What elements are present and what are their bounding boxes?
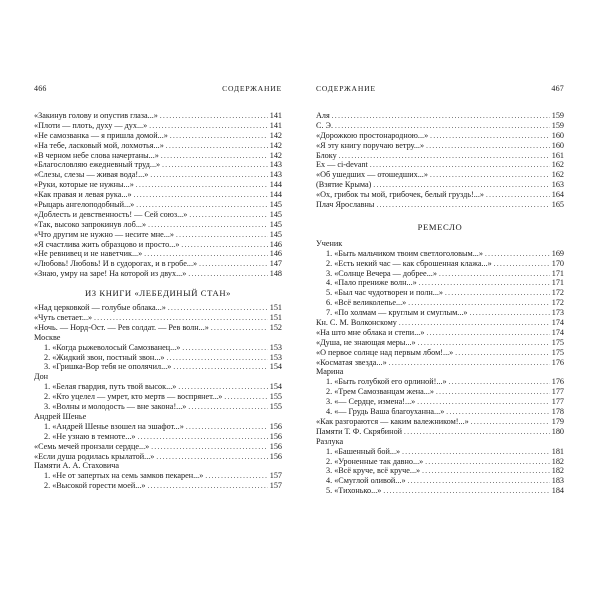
toc-entry	[34, 481, 282, 491]
dot-leader	[426, 329, 549, 338]
toc-entry-page: 154	[269, 382, 282, 392]
dot-leader	[335, 122, 550, 131]
toc-entry	[316, 476, 564, 486]
toc-entry-page: 151	[269, 313, 282, 323]
dot-leader	[134, 191, 268, 200]
toc-entry	[316, 387, 564, 397]
dot-leader	[161, 152, 268, 161]
toc-entry-title: «Знаю, умру на заре! На которой из двух...»	[34, 269, 187, 279]
toc-entry-title: «Семь мечей пронзали сердце...»	[34, 441, 150, 451]
toc-entry-title: 5. «Был час чудотворен и полн...»	[326, 288, 444, 298]
dot-leader	[156, 453, 267, 462]
toc-entry-title: Андрей Шенье	[34, 411, 87, 421]
toc-entry-page: 154	[269, 362, 282, 372]
toc-entry-title: Ex — ci-devant	[316, 160, 368, 170]
toc-entry	[34, 220, 282, 230]
toc-entry	[316, 308, 564, 318]
toc-entry-title: «О первое солнце над первым лбом!...»	[316, 347, 454, 357]
toc-entry-title: 7. «По холмам — круглым и смуглым...»	[326, 308, 468, 318]
toc-group-heading	[316, 239, 564, 249]
toc-group-heading	[316, 367, 564, 377]
toc-group-heading	[34, 372, 282, 382]
toc-entry	[34, 170, 282, 180]
toc-entry	[316, 447, 564, 457]
dot-leader	[136, 201, 267, 210]
toc-entry-title: «Ох, грибок ты мой, грибочек, белый груздь!...»	[316, 190, 484, 200]
dot-leader	[188, 403, 267, 412]
toc-entry-page: 145	[269, 219, 282, 229]
toc-entry	[316, 190, 564, 200]
toc-entry-title: 1. «Андрей Шенье взошел на эшафот...»	[44, 421, 184, 431]
dot-leader	[188, 270, 267, 279]
toc-list-top	[316, 111, 564, 210]
dot-leader	[151, 443, 268, 452]
toc-entry-title: «Я счастлива жить образцово и просто...»	[34, 239, 180, 249]
dot-leader	[419, 279, 550, 288]
toc-entry-page: 177	[551, 387, 564, 397]
dot-leader	[182, 344, 267, 353]
toc-entry	[34, 240, 282, 250]
section-heading: ИЗ КНИГИ «ЛЕБЕДИНЫЙ СТАН»	[84, 288, 232, 299]
toc-entry-title: Дон	[34, 372, 49, 382]
toc-entry-page: 173	[551, 308, 564, 318]
toc-entry-page: 172	[551, 288, 564, 298]
dot-leader	[439, 270, 550, 279]
dot-leader	[436, 388, 550, 397]
toc-entry-page: 159	[551, 120, 564, 130]
toc-entry-title: «Ночь. — Норд-Ост. — Рев солдат. — Рев волн...»	[34, 322, 209, 332]
toc-entry	[34, 151, 282, 161]
dot-leader	[430, 132, 550, 141]
toc-entry-title: С. Э.	[316, 120, 334, 130]
toc-entry-title: 3. «— Сердце, измена!...»	[326, 397, 416, 407]
toc-entry-title: 3. «Гришка-Вор тебя не ополячил...»	[44, 362, 172, 372]
dot-leader	[186, 423, 268, 432]
toc-entry	[316, 328, 564, 338]
dot-leader	[376, 201, 549, 210]
toc-entry-page: 156	[269, 451, 282, 461]
toc-entry-page: 164	[551, 190, 564, 200]
toc-entry-page: 182	[551, 466, 564, 476]
toc-entry	[316, 269, 564, 279]
toc-entry-page: 156	[269, 441, 282, 451]
toc-entry-title: «Любовь! Любовь! И в судорогах, и в гробе...»	[34, 259, 198, 269]
toc-entry	[34, 362, 282, 372]
right-running-head	[316, 84, 564, 98]
toc-entry-page: 179	[551, 416, 564, 426]
dot-leader	[383, 487, 549, 496]
toc-entry-page: 151	[269, 303, 282, 313]
toc-entry-title: «Над церковкой — голубые облака...»	[34, 303, 166, 313]
toc-entry-page: 155	[269, 392, 282, 402]
toc-entry	[34, 121, 282, 131]
toc-entry-page: 145	[269, 229, 282, 239]
toc-entry-page: 162	[551, 160, 564, 170]
toc-entry-title: «Я эту книгу поручаю ветру...»	[316, 140, 425, 150]
toc-entry-title: Блоку	[316, 150, 337, 160]
toc-entry-page: 159	[551, 111, 564, 120]
toc-entry	[316, 338, 564, 348]
dot-leader	[205, 472, 267, 481]
toc-entry	[316, 298, 564, 308]
dot-leader	[408, 299, 549, 308]
toc-entry-title: 1. «Когда рыжеволосый Самозванец...»	[44, 342, 181, 352]
dot-leader	[404, 428, 550, 437]
dot-leader	[402, 448, 550, 457]
dot-leader	[422, 467, 550, 476]
dot-leader	[144, 250, 268, 259]
toc-entry-page: 176	[551, 357, 564, 367]
dot-leader	[224, 393, 267, 402]
toc-entry	[34, 141, 282, 151]
dot-leader	[178, 383, 267, 392]
toc-entry-title: «Благословляю ежедневный труд...»	[34, 160, 161, 170]
toc-entry	[34, 313, 282, 323]
dot-leader	[94, 314, 268, 323]
toc-entry-page: 171	[551, 278, 564, 288]
toc-entry-title: «Если душа родилась крылатой...»	[34, 451, 155, 461]
toc-entry	[34, 353, 282, 363]
toc-entry-page: 180	[551, 426, 564, 436]
toc-entry	[34, 190, 282, 200]
toc-entry	[316, 318, 564, 328]
toc-entry-page: 146	[269, 249, 282, 259]
toc-entry-title: «Как разгораются — каким валежником!...»	[316, 416, 469, 426]
toc-entry	[316, 358, 564, 368]
toc-entry-title: «Плоти — плоть, духу — дух...»	[34, 120, 148, 130]
dot-leader	[168, 304, 268, 313]
toc-entry-page: 175	[551, 337, 564, 347]
toc-entry	[34, 422, 282, 432]
dot-leader	[339, 152, 550, 161]
toc-entry	[34, 402, 282, 412]
toc-entry-title: 2. «Высокой горести моей...»	[44, 481, 146, 491]
toc-entry	[34, 180, 282, 190]
toc-entry	[34, 471, 282, 481]
toc-entry-page: 157	[269, 481, 282, 491]
toc-entry-page: 156	[269, 431, 282, 441]
toc-entry	[34, 323, 282, 333]
dot-leader	[173, 363, 267, 372]
toc-entry	[316, 121, 564, 131]
dot-leader	[494, 260, 550, 269]
toc-entry-page: 165	[551, 200, 564, 210]
toc-entry-title: «Закинув голову и опустив глаза...»	[34, 111, 158, 120]
dot-leader	[162, 161, 268, 170]
toc-entry	[34, 230, 282, 240]
toc-entry-page: 143	[269, 160, 282, 170]
toc-entry-title: «Доблесть и девственность! — Сей союз...»	[34, 209, 188, 219]
toc-entry-page: 142	[269, 140, 282, 150]
dot-leader	[166, 142, 268, 151]
toc-entry-title: «Об ушедших — отошедших...»	[316, 170, 428, 180]
toc-entry-title: Памяти Т. Ф. Скрябиной	[316, 426, 403, 436]
toc-entry-page: 153	[269, 342, 282, 352]
dot-leader	[181, 241, 267, 250]
toc-entry-title: «Не ревнивец и не наветчик...»	[34, 249, 143, 259]
toc-entry-title: 3. «Волны и молодость — вне закона!...»	[44, 402, 187, 412]
toc-entry-title: Кн. С. М. Волконскому	[316, 318, 397, 328]
toc-entry	[316, 407, 564, 417]
running-title: СОДЕРЖАНИЕ	[316, 84, 376, 93]
dot-leader	[170, 132, 268, 141]
dot-leader	[149, 122, 268, 131]
toc-entry	[316, 200, 564, 210]
toc-entry-page: 181	[551, 446, 564, 456]
toc-entry-title: 1. «Быть голубкой его орлиной!...»	[326, 377, 447, 387]
toc-entry-page: 174	[551, 327, 564, 337]
toc-entry	[316, 249, 564, 259]
dot-leader	[370, 161, 550, 170]
toc-entry-page: 178	[551, 407, 564, 417]
toc-entry	[316, 457, 564, 467]
toc-entry	[34, 111, 282, 121]
toc-entry-title: «Дорожкою простонародною...»	[316, 130, 429, 140]
toc-entry-page: 175	[551, 347, 564, 357]
toc-entry-title: «Косматая звезда...»	[316, 357, 387, 367]
dot-leader	[446, 408, 549, 417]
page-number: 466	[34, 84, 47, 93]
toc-entry	[316, 417, 564, 427]
dot-leader	[470, 309, 550, 318]
toc-entry-page: 148	[269, 269, 282, 279]
toc-entry	[34, 382, 282, 392]
toc-entry	[316, 160, 564, 170]
toc-entry	[34, 392, 282, 402]
toc-entry-title: «Так, высоко запрокинув лоб...»	[34, 219, 147, 229]
toc-entry-page: 144	[269, 180, 282, 190]
toc-entry	[34, 442, 282, 452]
toc-entry	[316, 288, 564, 298]
toc-entry-page: 157	[269, 471, 282, 481]
toc-entry	[34, 269, 282, 279]
toc-entry-title: 3. «Всё круче, всё круче...»	[326, 466, 421, 476]
toc-entry-title: Москве	[34, 332, 61, 342]
toc-entry-title: 6. «Всё великолепье...»	[326, 298, 407, 308]
toc-entry	[316, 180, 564, 190]
toc-entry-page: 155	[269, 402, 282, 412]
dot-leader	[455, 349, 549, 358]
dot-leader	[449, 378, 550, 387]
toc-entry-page: 162	[551, 170, 564, 180]
running-title: СОДЕРЖАНИЕ	[222, 84, 282, 93]
section-heading: РЕМЕСЛО	[417, 221, 463, 232]
toc-entry-title: «Не самозванка — я пришла домой...»	[34, 130, 168, 140]
dot-leader	[160, 112, 268, 121]
toc-entry-title: 2. «Трем Самозванцам жена...»	[326, 387, 434, 397]
dot-leader	[148, 221, 268, 230]
dot-leader	[332, 112, 550, 121]
toc-entry	[34, 303, 282, 313]
toc-entry-title: 3. «Солнце Вечера — добрее...»	[326, 268, 437, 278]
toc-entry-title: «Рыцарь ангелоподобный...»	[34, 200, 135, 210]
toc-entry-title: «Слезы, слезы — живая вода!...»	[34, 170, 149, 180]
toc-entry-title: 2. «Есть некий час — как сброшенная клажа...»	[326, 258, 492, 268]
toc-entry-title: Ученик	[316, 238, 343, 248]
toc-entry-page: 145	[269, 200, 282, 210]
toc-entry	[316, 278, 564, 288]
toc-entry-page: 143	[269, 170, 282, 180]
toc-entry-title: Памяти А. А. Стаховича	[34, 461, 120, 471]
toc-entry-title: (Взятие Крыма)	[316, 180, 372, 190]
toc-entry-title: Разлука	[316, 436, 344, 446]
toc-entry	[34, 131, 282, 141]
toc-entry-page: 170	[551, 258, 564, 268]
dot-leader	[211, 324, 268, 333]
dot-leader	[425, 458, 550, 467]
toc-entry-page: 177	[551, 397, 564, 407]
dot-leader	[199, 260, 268, 269]
left-page	[34, 84, 282, 491]
toc-entry	[316, 348, 564, 358]
toc-entry	[34, 452, 282, 462]
toc-entry-page: 184	[551, 486, 564, 496]
toc-entry	[316, 111, 564, 121]
toc-group-heading	[34, 461, 282, 471]
toc-entry-title: 2. «Уроненные так давно...»	[326, 456, 424, 466]
toc-entry	[316, 170, 564, 180]
left-running-head	[34, 84, 282, 98]
toc-entry-page: 145	[269, 209, 282, 219]
toc-entry-page: 142	[269, 130, 282, 140]
dot-leader	[136, 181, 268, 190]
toc-entry	[316, 131, 564, 141]
toc-entry	[34, 249, 282, 259]
dot-leader	[399, 319, 550, 328]
toc-entry	[316, 259, 564, 269]
toc-entry-title: 1. «Белая гвардия, путь твой высок...»	[44, 382, 177, 392]
toc-entry-title: 2. «Не узнаю в темноте...»	[44, 431, 136, 441]
dot-leader	[426, 142, 550, 151]
toc-entry	[316, 397, 564, 407]
toc-entry	[316, 151, 564, 161]
toc-entry	[34, 259, 282, 269]
toc-entry-title: 1. «Быть мальчиком твоим светлоголовым...»	[326, 248, 483, 258]
toc-entry-page: 163	[551, 180, 564, 190]
dot-leader	[486, 191, 550, 200]
dot-leader	[417, 398, 549, 407]
toc-entry	[316, 486, 564, 496]
toc-entry-title: «Что другим не нужно — несите мне...»	[34, 229, 175, 239]
toc-list-section	[34, 303, 282, 491]
toc-entry-title: «На тебе, ласковый мой, лохмотья...»	[34, 140, 164, 150]
toc-entry-page: 160	[551, 130, 564, 140]
dot-leader	[189, 211, 267, 220]
toc-entry-page: 176	[551, 377, 564, 387]
toc-entry	[34, 343, 282, 353]
toc-group-heading	[34, 412, 282, 422]
dot-leader	[148, 482, 268, 491]
toc-entry-page: 156	[269, 421, 282, 431]
toc-entry-page: 147	[269, 259, 282, 269]
toc-list-top	[34, 111, 282, 279]
toc-entry-title: «Руки, которые не нужны...»	[34, 180, 134, 190]
dot-leader	[138, 433, 268, 442]
toc-entry-page: 153	[269, 352, 282, 362]
toc-entry-page: 172	[551, 298, 564, 308]
toc-entry	[34, 432, 282, 442]
toc-entry-page: 169	[551, 248, 564, 258]
right-page	[316, 84, 564, 496]
toc-entry-title: 4. «Смуглой оливой...»	[326, 476, 406, 486]
toc-entry	[34, 160, 282, 170]
toc-entry-page: 146	[269, 239, 282, 249]
toc-entry-title: Плач Ярославны	[316, 200, 375, 210]
toc-entry-page: 141	[269, 111, 282, 120]
dot-leader	[485, 250, 550, 259]
toc-list-section	[316, 239, 564, 496]
toc-entry-page: 174	[551, 318, 564, 328]
toc-entry-title: «В черном небе слова начертаны...»	[34, 150, 159, 160]
dot-leader	[167, 354, 268, 363]
dot-leader	[471, 418, 550, 427]
toc-entry-page: 160	[551, 140, 564, 150]
dot-leader	[430, 171, 550, 180]
toc-entry-title: Аля	[316, 111, 330, 120]
dot-leader	[389, 359, 550, 368]
toc-entry	[34, 200, 282, 210]
toc-entry-title: 1. «Не от запертых на семь замков пекарен...»	[44, 471, 204, 481]
dot-leader	[150, 171, 267, 180]
toc-entry-page: 144	[269, 190, 282, 200]
toc-entry-title: 2. «Жидкий звон, постный звон...»	[44, 352, 165, 362]
toc-entry	[34, 210, 282, 220]
toc-entry-title: 4. «— Грудь Ваша благоуханна...»	[326, 407, 445, 417]
toc-entry	[316, 377, 564, 387]
toc-entry-title: «Душа, не знающая меры...»	[316, 337, 416, 347]
toc-entry-title: «На што мне облака и степи...»	[316, 327, 425, 337]
dot-leader	[445, 289, 550, 298]
toc-group-heading	[34, 333, 282, 343]
page-number: 467	[551, 84, 564, 93]
toc-entry-page: 141	[269, 120, 282, 130]
toc-entry-page: 142	[269, 150, 282, 160]
dot-leader	[408, 477, 550, 486]
toc-entry	[316, 466, 564, 476]
dot-leader	[373, 181, 549, 190]
dot-leader	[418, 339, 550, 348]
toc-entry-page: 183	[551, 476, 564, 486]
toc-entry-title: «Чуть светает...»	[34, 313, 93, 323]
toc-entry-title: 5. «Тихонько...»	[326, 486, 382, 496]
toc-entry-page: 171	[551, 268, 564, 278]
toc-entry-title: «Как правая и левая рука...»	[34, 190, 132, 200]
toc-entry	[316, 427, 564, 437]
dot-leader	[176, 231, 268, 240]
toc-entry-title: 1. «Башенный бой...»	[326, 446, 401, 456]
toc-entry-page: 152	[269, 322, 282, 332]
toc-entry-page: 161	[551, 150, 564, 160]
toc-group-heading	[316, 437, 564, 447]
toc-entry-title: 2. «Кто уцелел — умрет, кто мертв — воспрянет...»	[44, 392, 223, 402]
toc-entry-title: Марина	[316, 367, 344, 377]
toc-entry-title: 4. «Пало прениже волн...»	[326, 278, 417, 288]
toc-entry	[316, 141, 564, 151]
toc-entry-page: 182	[551, 456, 564, 466]
